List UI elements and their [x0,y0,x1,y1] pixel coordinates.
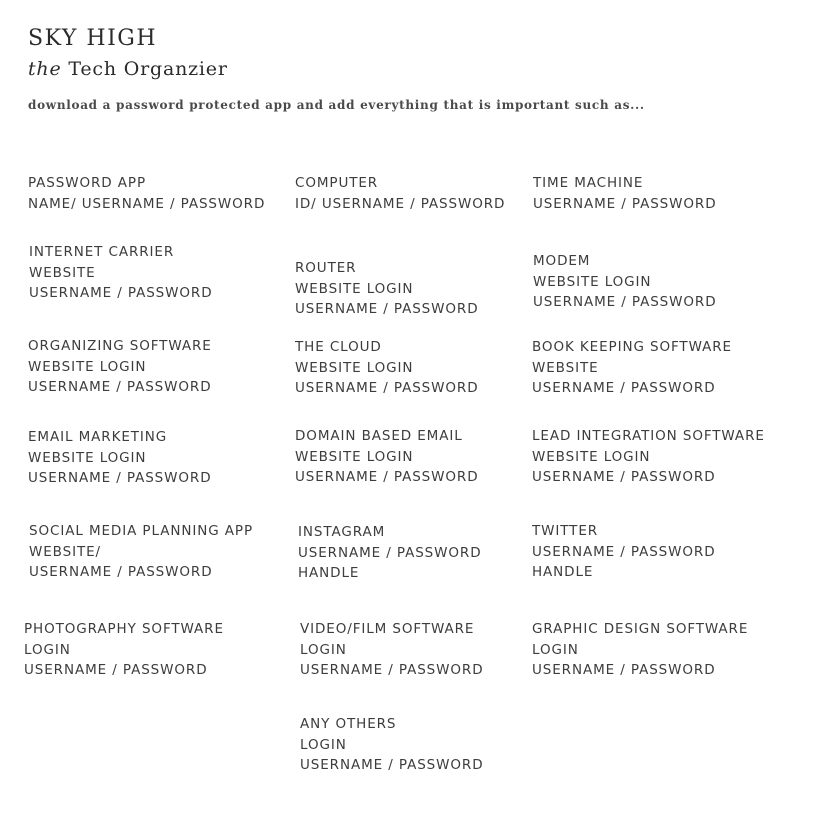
item-detail: WEBSITE LOGIN [295,359,414,376]
list-item-domain-based-email [295,426,479,488]
item-title: MODEM [533,253,591,269]
item-detail: USERNAME / PASSWORD [295,301,479,317]
item-detail: LOGIN [532,641,579,658]
item-detail: HANDLE [532,564,594,580]
item-detail: WEBSITE/ [29,543,101,560]
list-item-the-cloud [295,337,479,399]
item-detail: WEBSITE LOGIN [532,448,651,465]
item-title: ANY OTHERS [300,716,397,732]
item-detail: WEBSITE LOGIN [28,449,147,466]
item-detail: USERNAME / PASSWORD [298,544,482,561]
item-title: GRAPHIC DESIGN SOFTWARE [532,621,749,637]
intro-text: download a password protected app and add everything that is important such as... [28,98,645,112]
item-title: PASSWORD APP [28,175,147,191]
item-title: TWITTER [532,523,599,539]
item-title: LEAD INTEGRATION SOFTWARE [532,428,765,444]
item-detail: LOGIN [24,641,71,658]
item-detail: WEBSITE LOGIN [295,280,414,297]
item-detail: USERNAME / PASSWORD [29,285,213,301]
item-detail: USERNAME / PASSWORD [28,470,212,486]
list-item-social-media-planning-app [29,521,253,583]
item-title: DOMAIN BASED EMAIL [295,428,463,444]
item-detail: USERNAME / PASSWORD [532,662,716,678]
list-item-graphic-design-software [532,619,748,681]
item-title: ROUTER [295,260,357,276]
item-detail: USERNAME / PASSWORD [532,380,716,396]
item-detail: USERNAME / PASSWORD [29,564,213,580]
list-item-twitter [532,521,716,583]
list-item-photography-software [24,619,224,681]
list-item-instagram [298,522,482,584]
list-item-video-film-software [300,619,484,681]
list-item-email-marketing [28,427,212,489]
subtitle-prefix: the [28,58,62,80]
item-title: VIDEO/FILM SOFTWARE [300,621,475,637]
item-title: INTERNET CARRIER [29,244,175,260]
item-title: BOOK KEEPING SOFTWARE [532,339,732,355]
item-title: EMAIL MARKETING [28,429,168,445]
item-title: TIME MACHINE [533,175,644,191]
list-item-password-app [28,173,265,214]
item-detail: LOGIN [300,641,347,658]
item-detail: WEBSITE LOGIN [533,273,652,290]
list-item-computer [295,173,505,214]
page-subtitle [28,57,228,81]
item-detail: USERNAME / PASSWORD [300,662,484,678]
list-item-organizing-software [28,336,212,398]
list-item-internet-carrier [29,242,213,304]
item-detail: USERNAME / PASSWORD [532,543,716,560]
item-detail: USERNAME / PASSWORD [533,195,717,212]
item-detail: USERNAME / PASSWORD [28,379,212,395]
brand-title: SKY HIGH [28,26,158,51]
item-title: THE CLOUD [295,339,382,355]
item-detail: USERNAME / PASSWORD [24,662,208,678]
item-title: SOCIAL MEDIA PLANNING APP [29,523,253,539]
item-detail: WEBSITE [29,264,96,281]
item-detail: USERNAME / PASSWORD [532,469,716,485]
list-item-any-others [300,714,484,776]
item-title: PHOTOGRAPHY SOFTWARE [24,621,224,637]
item-detail: HANDLE [298,565,360,581]
item-detail: NAME/ USERNAME / PASSWORD [28,195,266,212]
subtitle-rest: Tech Organzier [68,58,228,80]
list-item-lead-integration-software [532,426,765,488]
list-item-modem [533,251,717,313]
item-detail: WEBSITE LOGIN [28,358,147,375]
item-detail: WEBSITE LOGIN [295,448,414,465]
item-title: ORGANIZING SOFTWARE [28,338,212,354]
item-detail: USERNAME / PASSWORD [533,294,717,310]
list-item-time-machine [533,173,717,214]
item-detail: USERNAME / PASSWORD [295,469,479,485]
item-detail: ID/ USERNAME / PASSWORD [295,195,506,212]
list-item-router [295,258,479,320]
item-detail: USERNAME / PASSWORD [295,380,479,396]
item-detail: WEBSITE [532,359,599,376]
item-detail: USERNAME / PASSWORD [300,757,484,773]
list-item-book-keeping-software [532,337,732,399]
item-detail: LOGIN [300,736,347,753]
item-title: INSTAGRAM [298,524,386,540]
item-title: COMPUTER [295,175,379,191]
